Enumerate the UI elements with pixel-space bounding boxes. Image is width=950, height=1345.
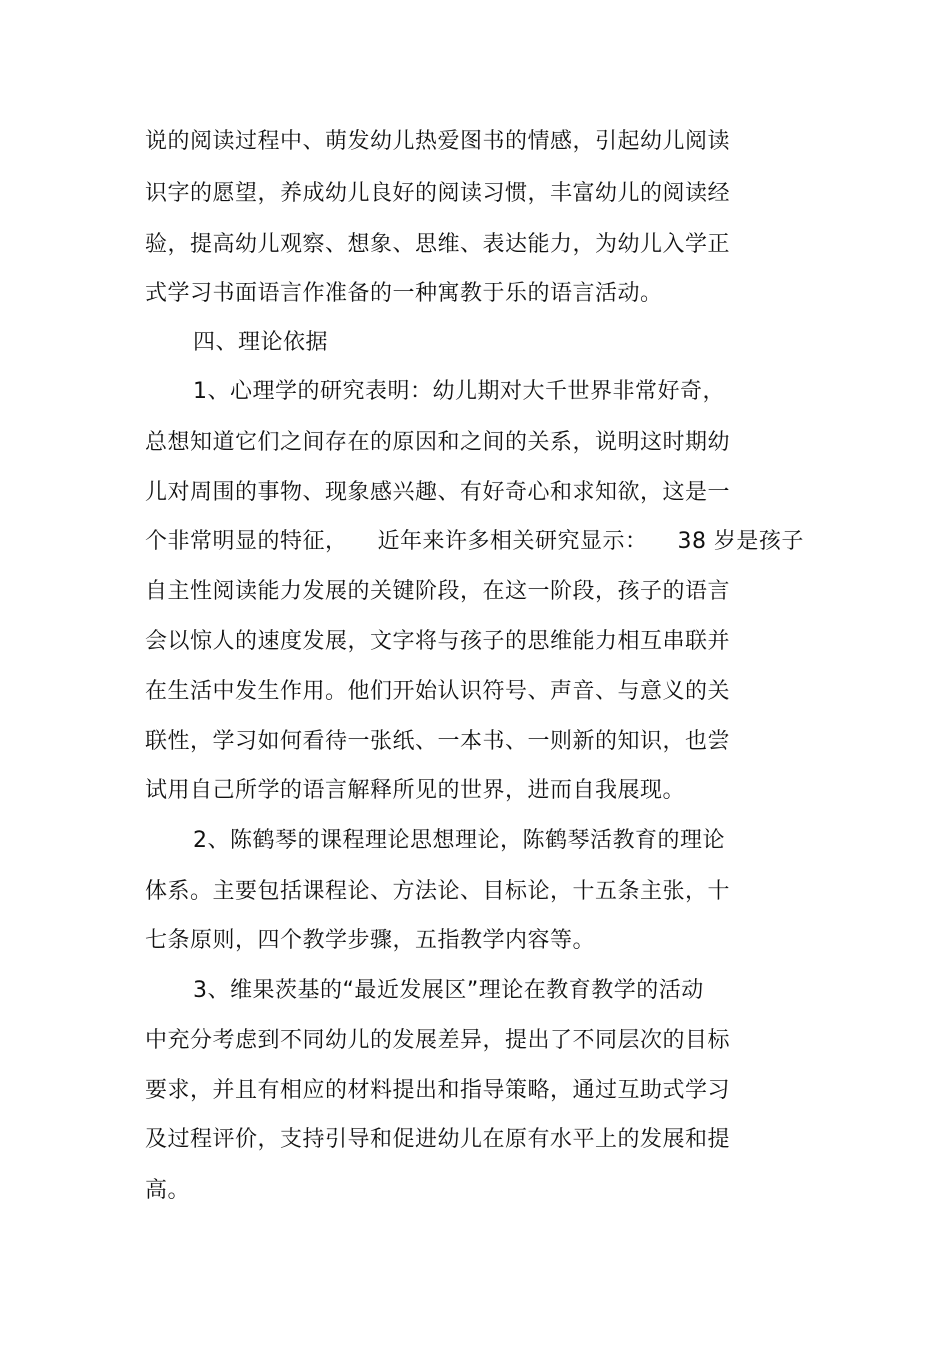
text-line: 说的阅读过程中、萌发幼儿热爱图书的情感，引起幼儿阅读 — [145, 129, 731, 154]
text-line: 式学习书面语言作准备的一种寓教于乐的语言活动。 — [145, 281, 663, 306]
section-heading: 四、理论依据 — [193, 330, 329, 355]
text-line: 个非常明显的特征， 近年来许多相关研究显示： 38 岁是孩子 — [145, 529, 804, 554]
text-line: 总想知道它们之间存在的原因和之间的关系，说明这时期幼 — [145, 430, 731, 455]
text-line: 自主性阅读能力发展的关键阶段，在这一阶段，孩子的语言 — [145, 579, 731, 604]
text-line: 高。 — [145, 1178, 191, 1203]
text-line: 七条原则，四个教学步骤，五指教学内容等。 — [145, 928, 596, 953]
text-line: 识字的愿望，养成幼儿良好的阅读习惯，丰富幼儿的阅读经 — [145, 181, 731, 206]
text-line: 试用自己所学的语言解释所见的世界，进而自我展现。 — [145, 778, 686, 803]
text-line: 会以惊人的速度发展，文字将与孩子的思维能力相互串联并 — [145, 629, 731, 654]
text-line: 验，提高幼儿观察、想象、思维、表达能力，为幼儿入学正 — [145, 232, 731, 257]
paragraph-start: 3、维果茨基的“最近发展区”理论在教育教学的活动 — [193, 978, 704, 1003]
text-line: 要求，并且有相应的材料提出和指导策略，通过互助式学习 — [145, 1078, 731, 1103]
paragraph-start: 2、陈鹤琴的课程理论思想理论，陈鹤琴活教育的理论 — [193, 828, 725, 853]
text-line: 体系。主要包括课程论、方法论、目标论，十五条主张，十 — [145, 879, 731, 904]
text-line: 儿对周围的事物、现象感兴趣、有好奇心和求知欲，这是一 — [145, 480, 731, 505]
text-line: 在生活中发生作用。他们开始认识符号、声音、与意义的关 — [145, 679, 731, 704]
paragraph-start: 1、心理学的研究表明：幼儿期对大千世界非常好奇， — [193, 379, 725, 404]
text-line: 及过程评价，支持引导和促进幼儿在原有水平上的发展和提 — [145, 1127, 731, 1152]
text-line: 中充分考虑到不同幼儿的发展差异，提出了不同层次的目标 — [145, 1028, 731, 1053]
text-line: 联性，学习如何看待一张纸、一本书、一则新的知识，也尝 — [145, 729, 731, 754]
